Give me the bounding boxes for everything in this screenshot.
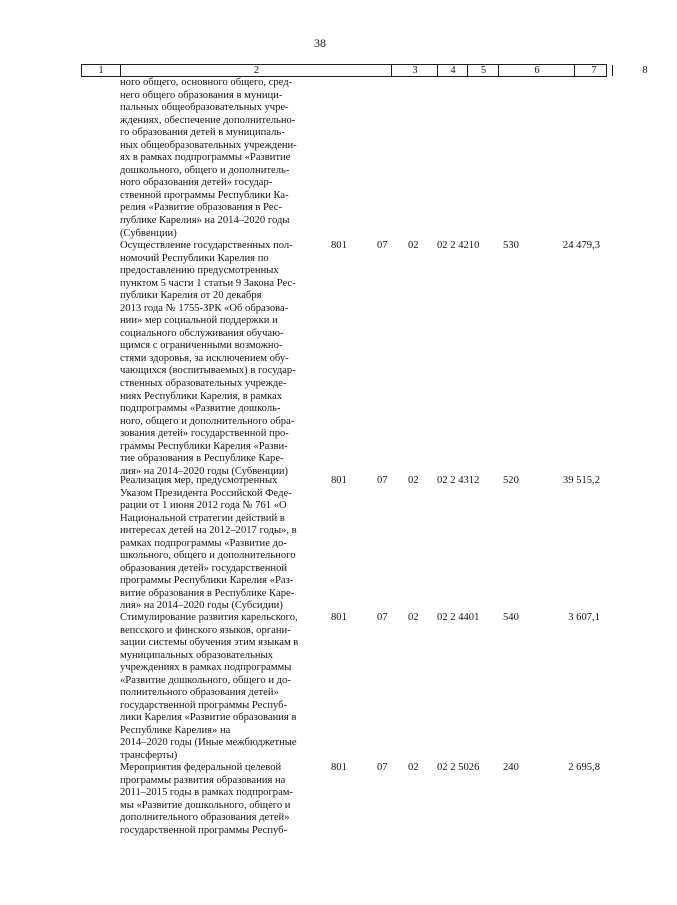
- column-header-1: 1: [98, 65, 104, 76]
- row-section-code: 07: [377, 240, 388, 251]
- table-header-row: [81, 64, 648, 77]
- column-header-7: 7: [574, 65, 613, 76]
- row-description: Мероприятия федеральной целевой программы развития образования на 2011–2015 годы в рамках подпрограм- мы «Развитие дошкольного, общего и дополнительного образования детей» государственной программы Респуб-: [120, 762, 294, 836]
- row-target-article: 02 2 4401: [437, 612, 480, 623]
- row-expense-type: 240: [503, 762, 519, 773]
- row-description: Стимулирование развития карельского, вепсского и финского языков, органи- зации системы обучения этим языкам в муниципальных образовательных учреждениях в рамках подпрограммы «Развитие дошкольного, общего и до- полнительного образования детей» государственной программы Респуб- лики Карелия «Развитие образования в Республике Карелия» на 2014–2020 годы (Иные межбюджетные трансферты): [120, 612, 299, 762]
- row-subsection-code: 02: [408, 475, 419, 486]
- row-expense-type: 520: [503, 475, 519, 486]
- row-expense-type: 530: [503, 240, 519, 251]
- row-admin-code: 801: [331, 762, 347, 773]
- page-number: 38: [314, 36, 326, 50]
- row-subsection-code: 02: [408, 612, 419, 623]
- column-header-2: 2: [120, 65, 392, 76]
- row-admin-code: 801: [331, 240, 347, 251]
- row-description: ного общего, основного общего, сред- него общего образования в муници- пальных общеобразовательных учре- ждениях, обеспечение дополнительно- го образования детей в муниципаль- ных общеобразовательных учреждени- ях в рамках подпрограммы «Развитие дошкольного, общего и дополнитель- ного образования детей» государ- ственной программы Республики Ка- релия «Развитие образования в Рес- публике Карелия» на 2014–2020 годы (Субвенции): [120, 77, 297, 239]
- row-section-code: 07: [377, 762, 388, 773]
- row-target-article: 02 2 4312: [437, 475, 480, 486]
- row-section-code: 07: [377, 612, 388, 623]
- row-subsection-code: 02: [408, 240, 419, 251]
- row-amount: 3 607,1: [568, 612, 600, 623]
- column-header-4: 4: [437, 65, 468, 76]
- row-amount: 24 479,3: [562, 240, 600, 251]
- row-amount: 39 515,2: [562, 475, 600, 486]
- column-header-3: 3: [391, 65, 438, 76]
- row-admin-code: 801: [331, 475, 347, 486]
- row-expense-type: 540: [503, 612, 519, 623]
- row-admin-code: 801: [331, 612, 347, 623]
- row-description: Реализация мер, предусмотренных Указом Президента Российской Феде- рации от 1 июня 2012 года № 761 «О Национальной стратегии действий в интересах детей на 2012–2017 годы», в рамках подпрограммы «Развитие до- школьного, общего и дополнительного образования детей» государственной программы Республики Карелия «Раз- витие образования в Республике Каре- лия» на 2014–2020 годы (Субсидии): [120, 475, 297, 612]
- row-target-article: 02 2 4210: [437, 240, 480, 251]
- column-header-5: 5: [467, 65, 499, 76]
- row-subsection-code: 02: [408, 762, 419, 773]
- column-header-8: 8: [612, 65, 677, 76]
- row-section-code: 07: [377, 475, 388, 486]
- column-header-6: 6: [498, 65, 575, 76]
- row-target-article: 02 2 5026: [437, 762, 480, 773]
- row-amount: 2 695,8: [568, 762, 600, 773]
- row-description: Осуществление государственных пол- номочий Республики Карелия по предоставлению предусмотренных пунктом 5 части 1 статьи 9 Закона Рес- публики Карелия от 20 декабря 2013 года № 1755-ЗРК «Об образова- нии» мер социальной поддержки и социального обслуживания обучаю- щимся с ограниченными возможно- стями здоровья, за исключением обу- чающихся (воспитываемых) в государ- ственных образовательных учрежде- ниях Республики Карелия, в рамках подпрограммы «Развитие дошколь- ного, общего и дополнительного обра- зования детей» государственной про- граммы Республики Карелия «Разви- тие образования в Республике Каре- лия» на 2014–2020 годы (Субвенции): [120, 240, 296, 477]
